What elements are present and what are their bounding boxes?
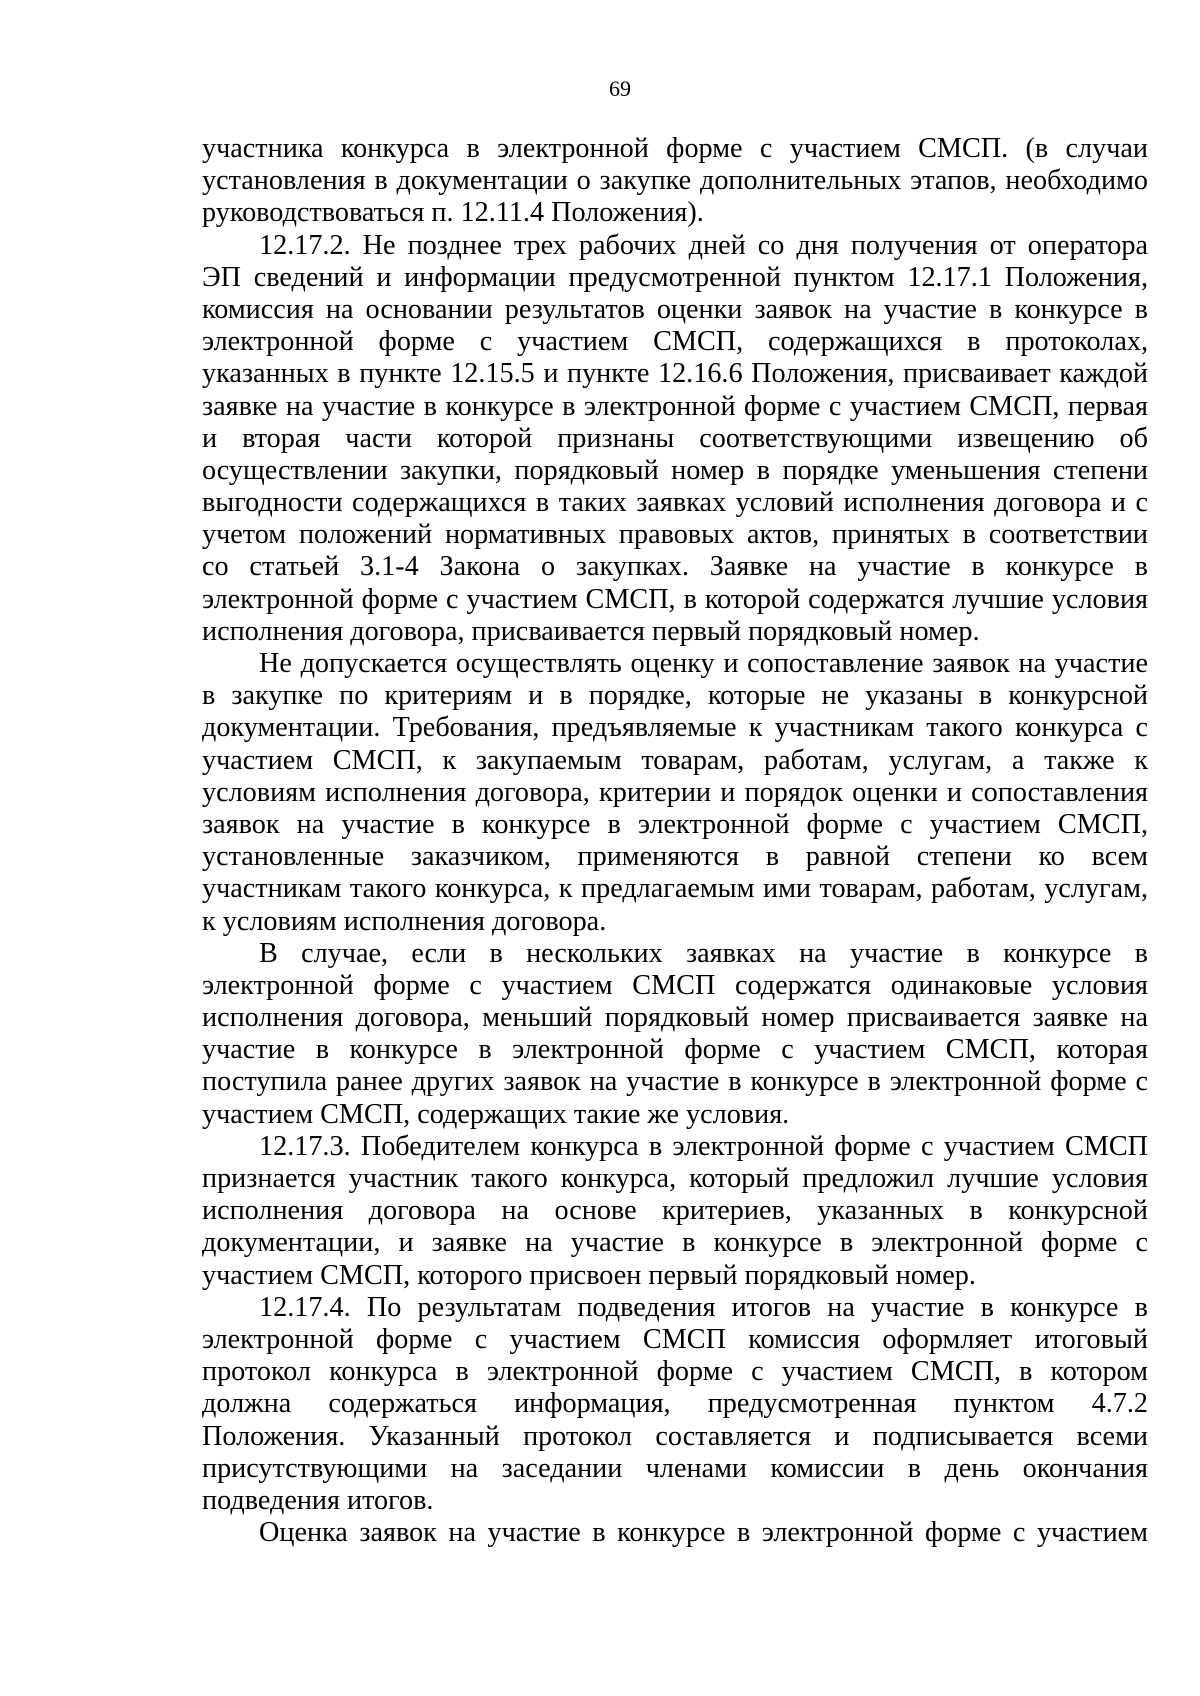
text-line: электронной форме с участием СМСП, содержащихся в протоколах, — [202, 326, 1148, 358]
text-line: документации, и заявке на участие в конкурсе в электронной форме с — [202, 1227, 1148, 1259]
text-line: Не допускается осуществлять оценку и сопоставление заявок на участие — [259, 648, 1148, 679]
text-line: Оценка заявок на участие в конкурсе в электронной форме с участием — [259, 1517, 1148, 1549]
text-line: к условиям исполнения договора. — [202, 905, 607, 937]
text-line: указанных в пункте 12.15.5 и пункте 12.16.6 Положения, присваивает каждой — [202, 358, 1148, 390]
text-line: участникам такого конкурса, к предлагаемым ими товарам, работам, услугам, — [202, 873, 1148, 905]
text-line: исполнения договора, присваивается первый порядковый номер. — [202, 615, 980, 647]
text-line: заявок на участие в конкурсе в электронной форме с участием СМСП, — [202, 808, 1148, 840]
text-line: Положения. Указанный протокол составляется и подписывается всеми — [202, 1420, 1148, 1452]
text-line: руководствоваться п. 12.11.4 Положения). — [202, 197, 704, 229]
text-line: участием СМСП, к закупаемым товарам, работам, услугам, а также к — [202, 744, 1148, 776]
page-number: 69 — [609, 76, 631, 101]
text-line: выгодности содержащихся в таких заявках условий исполнения договора и с — [202, 487, 1148, 519]
text-line: подведения итогов. — [202, 1484, 434, 1516]
text-line: электронной форме с участием СМСП комиссия оформляет итоговый — [202, 1323, 1148, 1355]
text-line: электронной форме с участием СМСП, в которой содержатся лучшие условия — [202, 583, 1148, 615]
text-line: учетом положений нормативных правовых актов, принятых в соответствии — [202, 519, 1148, 551]
text-line: признается участник такого конкурса, который предложил лучшие условия — [202, 1163, 1148, 1194]
text-line: 12.17.2. Не позднее трех рабочих дней со дня получения от оператора — [259, 229, 1148, 261]
text-line: протокол конкурса в электронной форме с участием СМСП, в котором — [202, 1356, 1148, 1388]
text-line: осуществлении закупки, порядковый номер в порядке уменьшения степени — [202, 454, 1148, 486]
text-line: участием СМСП, содержащих такие же условия. — [202, 1098, 790, 1130]
text-line: поступила ранее других заявок на участие в конкурсе в электронной форме с — [202, 1066, 1148, 1098]
text-line: исполнения договора на основе критериев, указанных в конкурсной — [202, 1195, 1148, 1227]
text-line: должна содержаться информация, предусмотренная пунктом 4.7.2 — [202, 1388, 1148, 1420]
text-line: исполнения договора, меньший порядковый номер присваивается заявке на — [202, 1002, 1148, 1034]
text-line: присутствующими на заседании членами комиссии в день окончания — [202, 1452, 1148, 1484]
text-line: участника конкурса в электронной форме с участием СМСП. (в случаи — [202, 133, 1148, 164]
text-line: в закупке по критериям и в порядке, которые не указаны в конкурсной — [202, 680, 1148, 712]
text-line: электронной форме с участием СМСП содержатся одинаковые условия — [202, 969, 1148, 1001]
text-line: заявке на участие в конкурсе в электронной форме с участием СМСП, первая — [202, 390, 1148, 422]
text-line: 12.17.4. По результатам подведения итогов на участие в конкурсе в — [259, 1291, 1148, 1323]
text-line: установления в документации о закупке дополнительных этапов, необходимо — [202, 165, 1148, 197]
text-line: В случае, если в нескольких заявках на участие в конкурсе в — [259, 937, 1148, 969]
text-line: и вторая части которой признаны соответствующими извещению об — [202, 422, 1148, 454]
text-line: комиссия на основании результатов оценки заявок на участие в конкурсе в — [202, 293, 1148, 325]
document-body — [202, 133, 1148, 1549]
text-line: со статьей 3.1-4 Закона о закупках. Заявке на участие в конкурсе в — [202, 551, 1148, 583]
text-line: условиям исполнения договора, критерии и порядок оценки и сопоставления — [202, 776, 1148, 808]
text-line: участие в конкурсе в электронной форме с участием СМСП, которая — [202, 1034, 1148, 1066]
text-line: участием СМСП, которого присвоен первый порядковый номер. — [202, 1259, 976, 1291]
text-line: установленные заказчиком, применяются в равной степени ко всем — [202, 841, 1148, 873]
text-line: документации. Требования, предъявляемые к участникам такого конкурса с — [202, 712, 1148, 744]
text-line: ЭП сведений и информации предусмотренной пунктом 12.17.1 Положения, — [202, 261, 1148, 293]
text-line: 12.17.3. Победителем конкурса в электронной форме с участием СМСП — [259, 1130, 1148, 1162]
